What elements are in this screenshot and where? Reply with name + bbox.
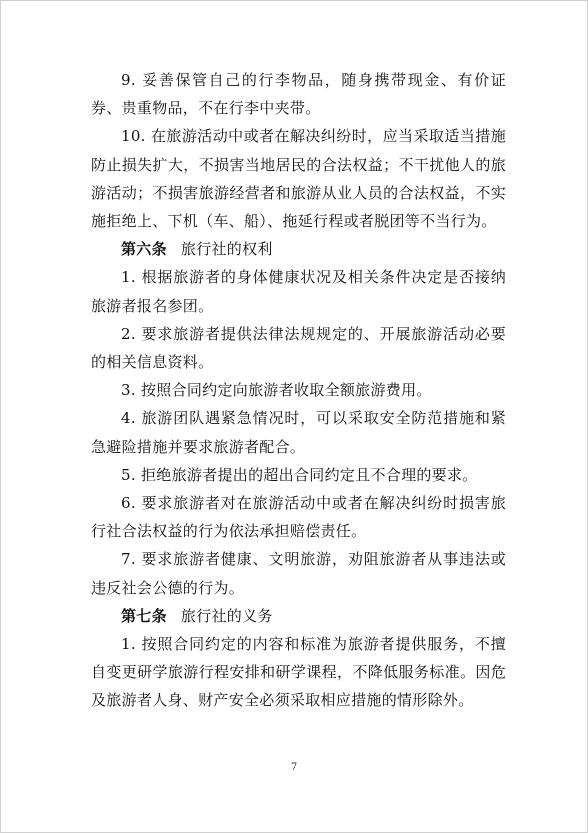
document-body [91, 66, 506, 715]
item-paragraph: 5. 拒绝旅游者提出的超出合同约定且不合理的要求。 [121, 465, 478, 484]
item-paragraph: 9. 妥善保管自己的行李物品，随身携带现金、有价证券、贵重物品，不在行李中夹带。 [91, 71, 506, 118]
item-paragraph: 4. 旅游团队遇紧急情况时，可以采取安全防范措施和紧急避险措施并要求旅游者配合。 [91, 409, 506, 456]
article-heading [91, 602, 506, 630]
item-paragraph: 3. 按照合同约定向旅游者收取全额旅游费用。 [121, 381, 432, 400]
article-title: 旅行社的权利 [180, 240, 273, 259]
item-paragraph: 1. 按照合同约定的内容和标准为旅游者提供服务，不擅自变更研学旅游行程安排和研学课程，不降低服务标准。因危及旅游者人身、财产安全必须采取相应措施的情形除外。 [91, 635, 506, 710]
page-number: 7 [290, 762, 298, 773]
item-paragraph: 7. 要求旅游者健康、文明旅游，劝阻旅游者从事违法或违反社会公德的行为。 [91, 550, 506, 597]
item-paragraph: 10. 在旅游活动中或者在解决纠纷时，应当采取适当措施防止损失扩大，不损害当地居民的合法权益；不干扰他人的旅游活动；不损害旅游经营者和旅游从业人员的合法权益，不实施拒绝上、下机（车、船）、拖延行程或者脱团等不当行为。 [91, 127, 506, 231]
item-paragraph: 2. 要求旅游者提供法律法规规定的、开展旅游活动必要的相关信息资料。 [91, 324, 506, 372]
article-number: 第七条 [121, 606, 167, 625]
article-heading [91, 235, 506, 263]
item-paragraph: 1. 根据旅游者的身体健康状况及相关条件决定是否接纳旅游者报名参团。 [91, 268, 506, 315]
article-number: 第六条 [121, 240, 167, 259]
article-title: 旅行社的义务 [180, 606, 273, 625]
item-paragraph: 6. 要求旅游者对在旅游活动中或者在解决纠纷时损害旅行社合法权益的行为依法承担赔偿责任。 [91, 494, 506, 541]
